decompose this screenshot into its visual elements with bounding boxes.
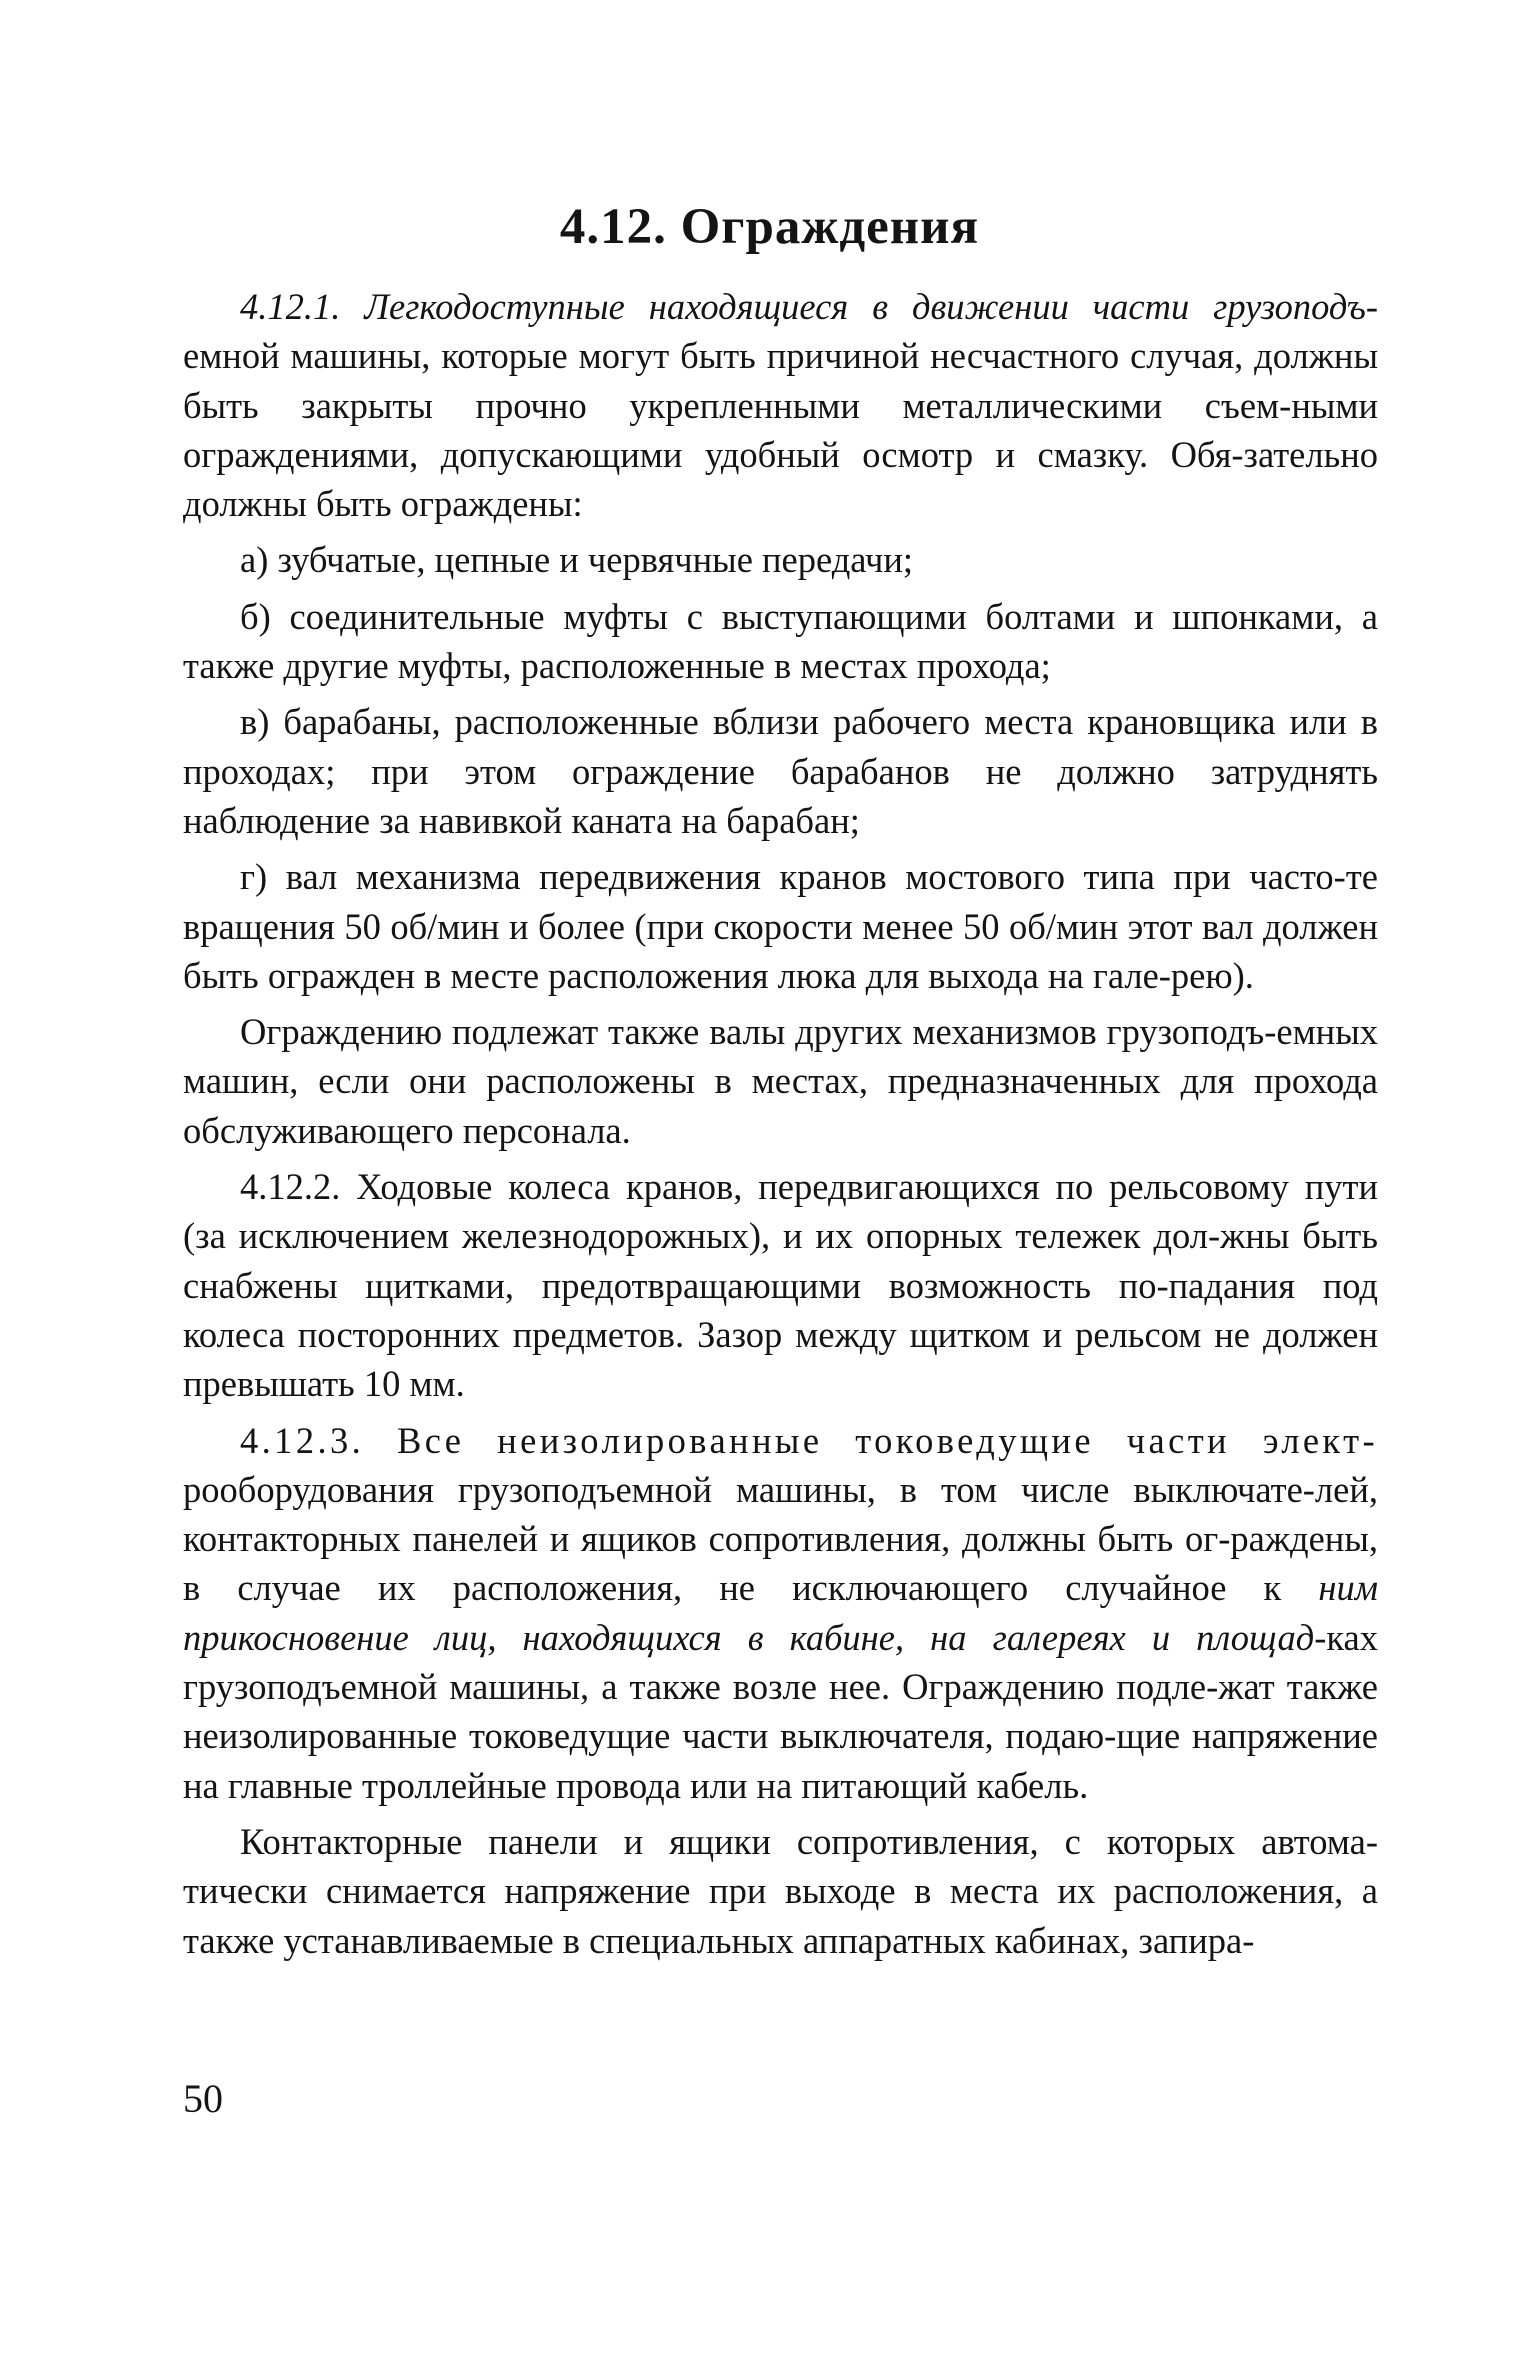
clause-number: 4.12.1.	[240, 286, 341, 327]
paragraph-text: емной машины, которые могут быть причиной несчастного случая, должны быть закрыты прочно укрепленными металлическими съем-ными ограждениями, допускающими удобный осмотр и смазку. Обя-зательно должны быть ограждены:	[183, 335, 1378, 525]
paragraph-text: ках грузоподъемной машины, а также возле нее. Ограждению подле-жат также неизолированные токоведущие части выключателя, подаю-щие напряжение на главные троллейные провода или на питающий кабель.	[183, 1616, 1378, 1806]
list-item-d: г) вал механизма передвижения кранов мостового типа при часто-те вращения 50 об/мин и более (при скорости менее 50 об/мин этот вал должен быть огражден в месте расположения люка для выхода на гале-рею).	[183, 856, 1378, 996]
paragraph-shafts: Ограждению подлежат также валы других механизмов грузоподъ-емных машин, если они расположены в местах, предназначенных для прохода обслуживающего персонала.	[183, 1011, 1378, 1151]
paragraph-contactor-panels: Контакторные панели и ящики сопротивления, с которых автома-тически снимается напряжение при выходе в места их расположения, а также устанавливаемые в специальных аппаратных кабинах, запира-	[183, 1820, 1378, 1961]
document-body	[183, 282, 1378, 1972]
paragraph-4-12-1	[183, 282, 1378, 528]
paragraph-text: рооборудования грузоподъемной машины, в том числе выключате-лей, контакторных панелей и ящиков сопротивления, должны быть ог-раждены, в случае их расположения, не исключающего случайное к	[183, 1468, 1378, 1609]
list-item-b: б) соединительные муфты с выступающими болтами и шпонками, а также другие муфты, расположенные в местах прохода;	[183, 595, 1378, 687]
italic-text: ним прикосновение лиц, находящихся в кабине, на галереях и площад-	[183, 1567, 1378, 1658]
list-item-a: а) зубчатые, цепные и червячные передачи;	[240, 539, 914, 581]
list-item-c: в) барабаны, расположенные вблизи рабочего места крановщика или в проходах; при этом ограждение барабанов не должно затруднять наблюдение за навивкой каната на барабан;	[183, 701, 1378, 841]
spaced-lead-text: 4.12.3. Все неизолированные токоведущие части элект-	[240, 1419, 1378, 1461]
paragraph-4-12-3	[183, 1416, 1378, 1810]
paragraph-4-12-2: 4.12.2. Ходовые колеса кранов, передвигающихся по рельсовому пути (за исключением железнодорожных), и их опорных тележек дол-жны быть снабжены щитками, предотвращающими возможность по-падания под колеса посторонних предметов. Зазор между щитком и рельсом не должен превышать 10 мм.	[183, 1166, 1378, 1405]
italic-lead-text: Легкодоступные находящиеся в движении части грузоподъ-	[364, 286, 1379, 327]
page-number: 50	[183, 2076, 223, 2121]
section-heading: 4.12. Ограждения	[559, 199, 980, 255]
